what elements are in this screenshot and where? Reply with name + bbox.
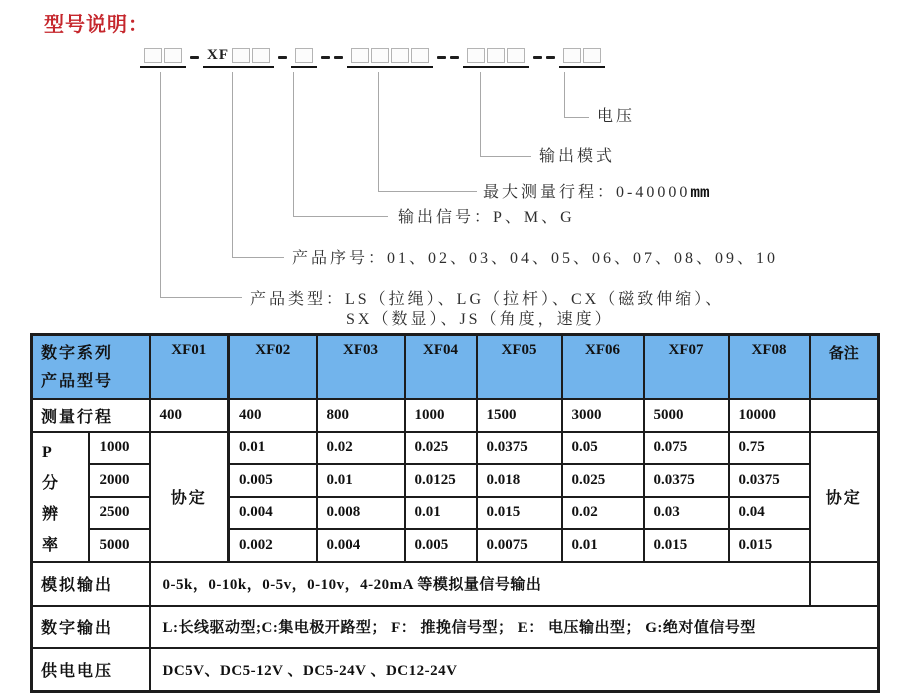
leader-line-product-serial [232, 72, 233, 258]
annotation-voltage: 电压 [597, 108, 636, 125]
code-box [467, 48, 485, 63]
code-box [144, 48, 162, 63]
code-group-output-mode [463, 46, 529, 68]
leader-line-output-signal [293, 72, 294, 217]
annotation-product-type [250, 290, 724, 330]
code-group-product-serial [203, 46, 274, 68]
code-dash [321, 56, 330, 59]
leader-line-output-signal [293, 216, 388, 217]
resolution-value: 0.0375 [644, 464, 729, 497]
table-row-digital [32, 606, 879, 648]
resolution-value: 0.03 [644, 497, 729, 530]
range-value: 3000 [562, 399, 644, 432]
code-prefix-xf: XF [207, 47, 229, 63]
table-row-resolution-1000 [32, 432, 879, 465]
resolution-xf01: 协定 [150, 432, 229, 562]
resolution-value: 0.004 [229, 497, 317, 530]
digital-label: 数字输出 [32, 606, 150, 648]
leader-line-max-range [378, 72, 379, 192]
annotation-product-serial: 产品序号：01、02、03、04、05、06、07、08、09、10 [292, 250, 779, 267]
resolution-sub: 2500 [89, 497, 150, 530]
code-dash [533, 56, 542, 59]
annotation-max-range-unit: mm [690, 184, 710, 202]
code-box [583, 48, 601, 63]
code-dash [546, 56, 555, 59]
annotation-product-type-line2: SX（数显）、JS（角度，速度） [346, 311, 614, 328]
code-dash [437, 56, 446, 59]
table-row-power [32, 648, 879, 692]
range-label: 测量行程 [32, 399, 150, 432]
resolution-value: 0.01 [229, 432, 317, 465]
code-box [371, 48, 389, 63]
resolution-value: 0.015 [477, 497, 562, 530]
resolution-value: 0.015 [644, 529, 729, 562]
code-dash [334, 56, 343, 59]
code-group-product-type [140, 46, 186, 68]
analog-label: 模拟输出 [32, 562, 150, 606]
header-xf05: XF05 [477, 335, 562, 399]
header-series-line2: 产品型号 [41, 373, 114, 390]
resolution-value: 0.01 [562, 529, 644, 562]
leader-line-product-type [160, 72, 161, 298]
resolution-label-char: 分 [42, 474, 59, 492]
resolution-value: 0.02 [562, 497, 644, 530]
code-box [391, 48, 409, 63]
header-series-line1: 数字系列 [41, 345, 114, 362]
resolution-value: 0.005 [405, 529, 477, 562]
resolution-sub: 2000 [89, 464, 150, 497]
range-value: 1000 [405, 399, 477, 432]
range-value: 400 [150, 399, 229, 432]
resolution-value: 0.0125 [405, 464, 477, 497]
resolution-value: 0.015 [729, 529, 810, 562]
resolution-value: 0.01 [317, 464, 405, 497]
header-series-model [32, 335, 150, 399]
range-value: 5000 [644, 399, 729, 432]
code-group-max-range [347, 46, 433, 68]
leader-line-max-range [378, 191, 477, 192]
power-value: DC5V、DC5-12V 、DC5-24V 、DC12-24V [150, 648, 879, 692]
analog-value: 0-5k，0-10k，0-5v，0-10v，4-20mA 等模拟量信号输出 [150, 562, 810, 606]
code-group-voltage [559, 46, 605, 68]
digital-value: L:长线驱动型;C:集电极开路型； F： 推挽信号型； E： 电压输出型； G:绝对值信号型 [150, 606, 879, 648]
leader-line-output-mode [480, 156, 531, 157]
header-xf04: XF04 [405, 335, 477, 399]
resolution-value: 0.025 [562, 464, 644, 497]
range-value: 10000 [729, 399, 810, 432]
header-xf03: XF03 [317, 335, 405, 399]
resolution-label [32, 432, 89, 562]
code-box [487, 48, 505, 63]
resolution-value: 0.05 [562, 432, 644, 465]
header-remark: 备注 [810, 335, 879, 399]
leader-line-product-type [160, 297, 242, 298]
code-box [252, 48, 270, 63]
power-label: 供电电压 [32, 648, 150, 692]
resolution-value: 0.018 [477, 464, 562, 497]
header-xf06: XF06 [562, 335, 644, 399]
code-box [507, 48, 525, 63]
code-box [563, 48, 581, 63]
resolution-sub: 1000 [89, 432, 150, 465]
annotation-max-range-text: 最大测量行程：0-40000 [483, 184, 691, 201]
analog-remark-empty [810, 562, 879, 606]
resolution-sub: 5000 [89, 529, 150, 562]
resolution-value: 0.075 [644, 432, 729, 465]
table-row-range [32, 399, 879, 432]
code-group-output-signal [291, 46, 317, 68]
resolution-label-char: 辨 [42, 505, 59, 523]
leader-line-voltage [564, 72, 565, 118]
resolution-value: 0.0375 [477, 432, 562, 465]
code-box [232, 48, 250, 63]
code-box [411, 48, 429, 63]
spec-table [30, 333, 880, 693]
range-remark-empty [810, 399, 879, 432]
annotation-max-range [483, 183, 710, 203]
code-dash [190, 56, 199, 59]
code-box [164, 48, 182, 63]
resolution-value: 0.004 [317, 529, 405, 562]
model-code-line [140, 44, 605, 70]
leader-line-output-mode [480, 72, 481, 157]
range-value: 400 [229, 399, 317, 432]
resolution-label-char: 率 [42, 536, 59, 554]
annotation-product-type-line1: 产品类型：LS（拉绳）、LG（拉杆）、CX（磁致伸缩）、 [250, 291, 725, 308]
table-header-row [32, 335, 879, 399]
resolution-value: 0.0075 [477, 529, 562, 562]
page-title: 型号说明： [44, 14, 149, 36]
resolution-remark: 协定 [810, 432, 879, 562]
resolution-value: 0.005 [229, 464, 317, 497]
range-value: 800 [317, 399, 405, 432]
header-xf07: XF07 [644, 335, 729, 399]
annotation-output-signal: 输出信号：P、M、G [398, 209, 575, 226]
resolution-value: 0.02 [317, 432, 405, 465]
resolution-value: 0.002 [229, 529, 317, 562]
annotation-output-mode: 输出模式 [539, 148, 616, 165]
code-dash [450, 56, 459, 59]
code-dash [278, 56, 287, 59]
code-box [351, 48, 369, 63]
resolution-value: 0.01 [405, 497, 477, 530]
table-row-analog [32, 562, 879, 606]
header-xf08: XF08 [729, 335, 810, 399]
header-xf02: XF02 [229, 335, 317, 399]
leader-line-product-serial [232, 257, 284, 258]
resolution-value: 0.025 [405, 432, 477, 465]
resolution-value: 0.75 [729, 432, 810, 465]
resolution-label-char: P [42, 443, 52, 461]
resolution-value: 0.0375 [729, 464, 810, 497]
header-xf01: XF01 [150, 335, 229, 399]
resolution-value: 0.008 [317, 497, 405, 530]
leader-line-voltage [564, 117, 589, 118]
code-box [295, 48, 313, 63]
range-value: 1500 [477, 399, 562, 432]
resolution-value: 0.04 [729, 497, 810, 530]
